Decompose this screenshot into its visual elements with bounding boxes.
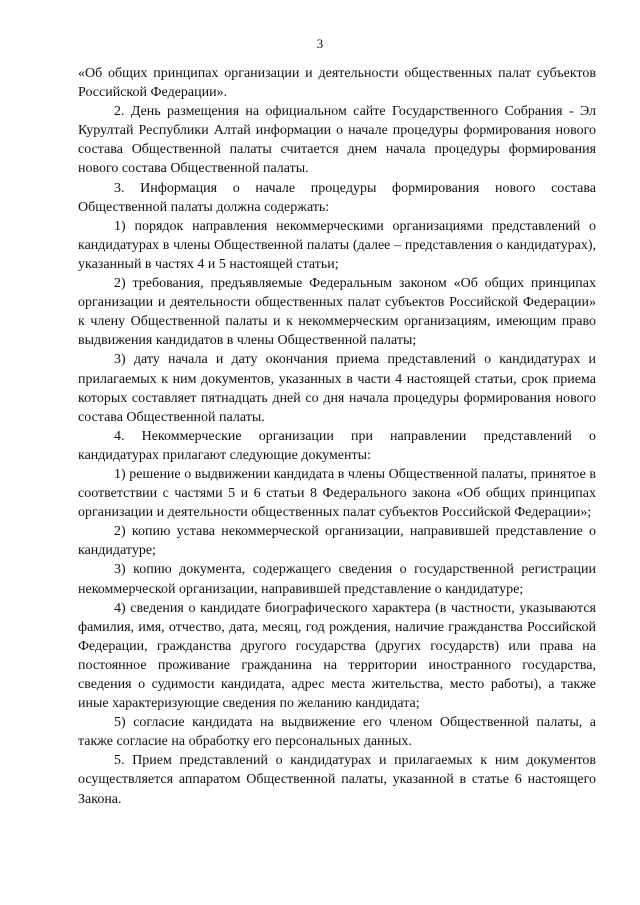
document-body <box>78 64 596 809</box>
paragraph-section-2: 2. День размещения на официальном сайте Государственного Собрания - Эл Курултай Республики Алтай информации о начале процедуры формирования нового состава Общественной палаты считается днем начала процедуры формирования нового состава Общественной палаты. <box>78 104 596 177</box>
paragraph-section-3: 3. Информация о начале процедуры формирования нового состава Общественной палаты должна содержать: <box>78 180 596 215</box>
paragraph-law-title-continuation: «Об общих принципах организации и деятельности общественных палат субъектов Российской Федерации». <box>78 66 596 101</box>
paragraph-section-4-item-2: 2) копию устава некоммерческой организации, направившей представление о кандидатуре; <box>78 524 596 559</box>
paragraph-section-3-item-3: 3) дату начала и дату окончания приема представлений о кандидатурах и прилагаемых к ним документов, указанных в части 4 настоящей статьи, срок приема которых составляет пятнадцать дней со дня начала процедуры формирования нового состава Общественной палаты. <box>78 352 596 425</box>
paragraph-section-4-item-3: 3) копию документа, содержащего сведения о государственной регистрации некоммерческой организации, направившей представление о кандидатуре; <box>78 562 596 597</box>
paragraph-section-5: 5. Прием представлений о кандидатурах и прилагаемых к ним документов осуществляется аппаратом Общественной палаты, указанной в статье 6 настоящего Закона. <box>78 753 596 807</box>
paragraph-section-4: 4. Некоммерческие организации при направлении представлений о кандидатурах прилагают следующие документы: <box>78 428 596 463</box>
paragraph-section-4-item-1: 1) решение о выдвижении кандидата в члены Общественной палаты, принятое в соответствии с частями 5 и 6 статьи 8 Федерального закона «Об общих принципах организации и деятельности общественных палат субъектов Российской Федерации»; <box>78 466 596 521</box>
paragraph-section-3-item-2: 2) требования, предъявляемые Федеральным законом «Об общих принципах организации и деятельности общественных палат субъектов Российской Федерации» к члену Общественной палаты и к некоммерческим организациям, имеющим право выдвижения кандидатов в члены Общественной палаты; <box>78 276 596 349</box>
page-number: 3 <box>316 36 324 51</box>
paragraph-section-4-item-5: 5) согласие кандидата на выдвижение его членом Общественной палаты, а также согласие на обработку его персональных данных. <box>78 715 596 750</box>
paragraph-section-4-item-4: 4) сведения о кандидате биографического характера (в частности, указываются фамилия, имя, отчество, дата, месяц, год рождения, наличие гражданства Российской Федерации, гражданства другого государства (других государств) или права на постоянное проживание гражданина на территории иностранного государства, сведения о судимости кандидата, адрес места жительства, место работы), а также иные характеризующие сведения по желанию кандидата; <box>78 600 596 712</box>
paragraph-section-3-item-1: 1) порядок направления некоммерческими организациями представлений о кандидатурах в члены Общественной палаты (далее – представления о кандидатурах), указанный в частях 4 и 5 настоящей статьи; <box>78 218 596 272</box>
